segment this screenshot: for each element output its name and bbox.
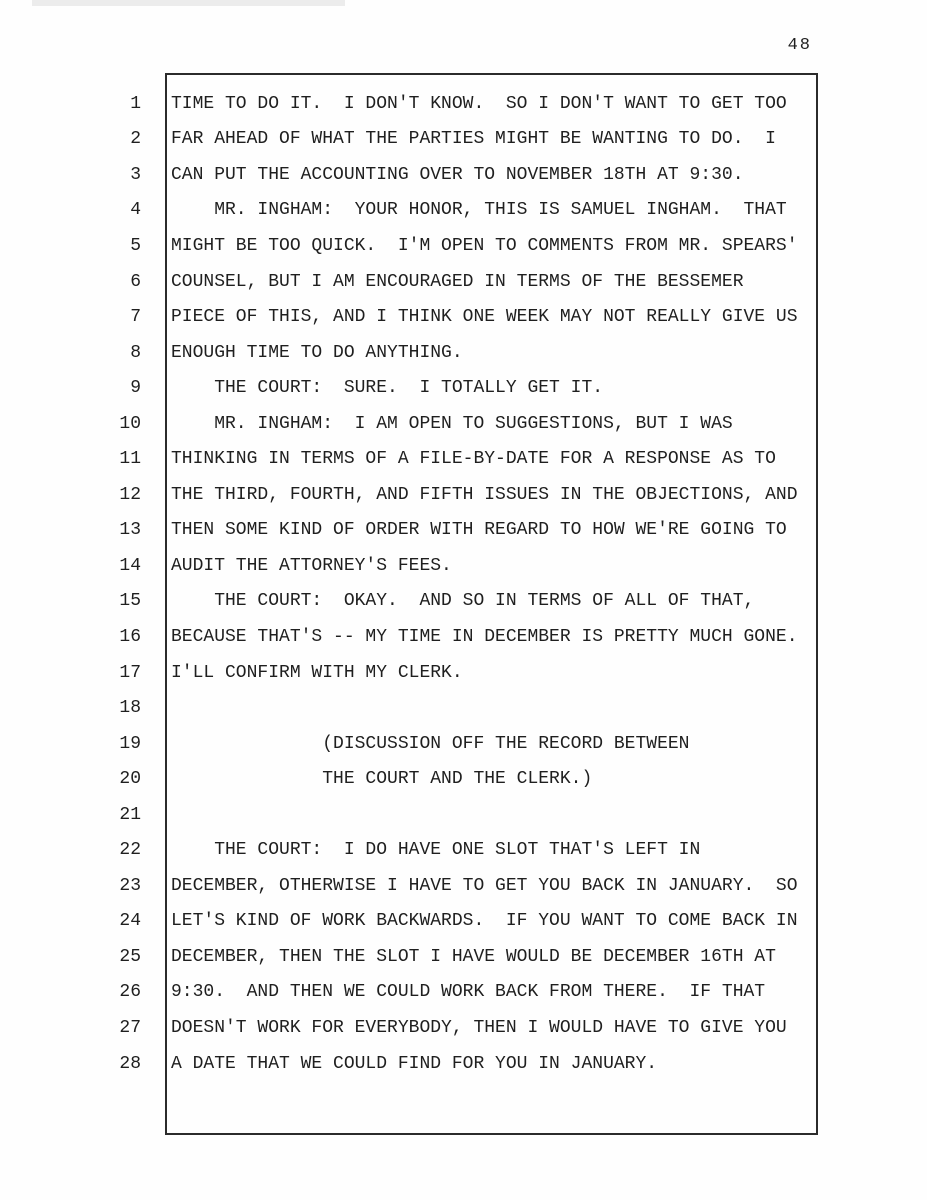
transcript-line	[0, 761, 927, 797]
line-number: 6	[130, 271, 141, 292]
transcript-line	[0, 228, 927, 264]
line-number: 19	[119, 733, 141, 754]
line-text: PIECE OF THIS, AND I THINK ONE WEEK MAY NOT REALLY GIVE US	[171, 307, 798, 328]
transcript-line	[0, 370, 927, 406]
line-number: 15	[119, 591, 141, 612]
transcript-line	[0, 86, 927, 122]
line-number: 28	[119, 1053, 141, 1074]
line-number: 17	[119, 662, 141, 683]
line-text: THEN SOME KIND OF ORDER WITH REGARD TO HOW WE'RE GOING TO	[171, 520, 787, 541]
transcript-line	[0, 441, 927, 477]
transcript-line	[0, 868, 927, 904]
transcript-lines	[0, 86, 927, 1081]
line-text: LET'S KIND OF WORK BACKWARDS. IF YOU WANT TO COME BACK IN	[171, 911, 798, 932]
line-number: 24	[119, 911, 141, 932]
line-text: MIGHT BE TOO QUICK. I'M OPEN TO COMMENTS FROM MR. SPEARS'	[171, 235, 798, 256]
line-number: 8	[130, 342, 141, 363]
line-text: MR. INGHAM: I AM OPEN TO SUGGESTIONS, BUT I WAS	[171, 413, 733, 434]
line-number: 22	[119, 840, 141, 861]
scan-artifact	[32, 0, 345, 6]
line-text: DECEMBER, THEN THE SLOT I HAVE WOULD BE DECEMBER 16TH AT	[171, 946, 776, 967]
transcript-line	[0, 1010, 927, 1046]
line-text: FAR AHEAD OF WHAT THE PARTIES MIGHT BE WANTING TO DO. I	[171, 129, 776, 150]
line-text: MR. INGHAM: YOUR HONOR, THIS IS SAMUEL INGHAM. THAT	[171, 200, 787, 221]
transcript-line	[0, 1046, 927, 1082]
line-number: 25	[119, 946, 141, 967]
line-number: 14	[119, 555, 141, 576]
line-number: 12	[119, 484, 141, 505]
line-number: 5	[130, 235, 141, 256]
transcript-line	[0, 904, 927, 940]
transcript-line	[0, 939, 927, 975]
line-number: 2	[130, 129, 141, 150]
line-number: 27	[119, 1017, 141, 1038]
line-text: DECEMBER, OTHERWISE I HAVE TO GET YOU BACK IN JANUARY. SO	[171, 875, 798, 896]
transcript-line	[0, 548, 927, 584]
transcript-line	[0, 122, 927, 158]
transcript-line	[0, 797, 927, 833]
line-text: AUDIT THE ATTORNEY'S FEES.	[171, 555, 452, 576]
line-text: A DATE THAT WE COULD FIND FOR YOU IN JANUARY.	[171, 1053, 658, 1074]
line-number: 7	[130, 307, 141, 328]
line-text: THE THIRD, FOURTH, AND FIFTH ISSUES IN THE OBJECTIONS, AND	[171, 484, 798, 505]
page-number: 48	[787, 36, 812, 55]
line-number: 21	[119, 804, 141, 825]
transcript-line	[0, 832, 927, 868]
transcript-line	[0, 406, 927, 442]
line-number: 4	[130, 200, 141, 221]
line-number: 1	[130, 93, 141, 114]
line-number: 13	[119, 520, 141, 541]
line-text: (DISCUSSION OFF THE RECORD BETWEEN	[171, 733, 690, 754]
line-number: 23	[119, 875, 141, 896]
line-text: THE COURT AND THE CLERK.)	[171, 769, 593, 790]
transcript-line	[0, 477, 927, 513]
transcript-line	[0, 193, 927, 229]
line-text: BECAUSE THAT'S -- MY TIME IN DECEMBER IS PRETTY MUCH GONE.	[171, 626, 798, 647]
transcript-line	[0, 157, 927, 193]
line-text: CAN PUT THE ACCOUNTING OVER TO NOVEMBER 18TH AT 9:30.	[171, 164, 744, 185]
line-number: 16	[119, 626, 141, 647]
line-number: 3	[130, 164, 141, 185]
transcript-line	[0, 619, 927, 655]
transcript-line	[0, 975, 927, 1011]
line-number: 26	[119, 982, 141, 1003]
line-text: I'LL CONFIRM WITH MY CLERK.	[171, 662, 463, 683]
transcript-line	[0, 690, 927, 726]
line-text: THE COURT: OKAY. AND SO IN TERMS OF ALL OF THAT,	[171, 591, 755, 612]
transcript-line	[0, 335, 927, 371]
line-number: 20	[119, 769, 141, 790]
transcript-line	[0, 264, 927, 300]
transcript-line	[0, 299, 927, 335]
transcript-line	[0, 513, 927, 549]
line-text: ENOUGH TIME TO DO ANYTHING.	[171, 342, 463, 363]
line-number: 18	[119, 698, 141, 719]
transcript-line	[0, 655, 927, 691]
line-text: TIME TO DO IT. I DON'T KNOW. SO I DON'T WANT TO GET TOO	[171, 93, 787, 114]
line-text: THINKING IN TERMS OF A FILE-BY-DATE FOR A RESPONSE AS TO	[171, 449, 776, 470]
line-number: 10	[119, 413, 141, 434]
transcript-line	[0, 584, 927, 620]
line-number: 11	[119, 449, 141, 470]
line-text: 9:30. AND THEN WE COULD WORK BACK FROM THERE. IF THAT	[171, 982, 766, 1003]
line-number: 9	[130, 378, 141, 399]
line-text: THE COURT: I DO HAVE ONE SLOT THAT'S LEFT IN	[171, 840, 701, 861]
line-text: DOESN'T WORK FOR EVERYBODY, THEN I WOULD HAVE TO GIVE YOU	[171, 1017, 787, 1038]
line-text: COUNSEL, BUT I AM ENCOURAGED IN TERMS OF THE BESSEMER	[171, 271, 744, 292]
transcript-line	[0, 726, 927, 762]
line-text: THE COURT: SURE. I TOTALLY GET IT.	[171, 378, 604, 399]
